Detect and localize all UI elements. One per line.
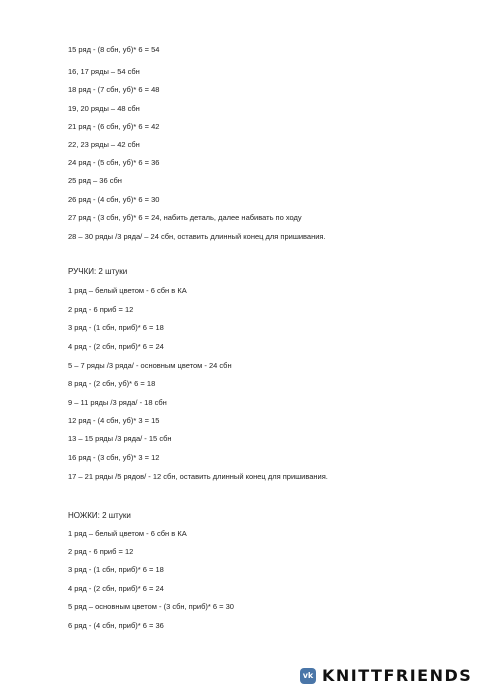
watermark-text: KNITTFRIENDS — [322, 666, 473, 685]
pattern-line: 2 ряд - 6 приб = 12 — [68, 305, 134, 314]
section-heading-hands: РУЧКИ: 2 штуки — [68, 267, 128, 276]
pattern-line: 21 ряд - (6 сбн, уб)* 6 = 42 — [68, 122, 160, 131]
pattern-line: 9 – 11 ряды /3 ряда/ - 18 сбн — [68, 398, 167, 407]
section-heading-legs: НОЖКИ: 2 штуки — [68, 511, 131, 520]
pattern-line: 27 ряд - (3 сбн, уб)* 6 = 24, набить деталь, далее набивать по ходу — [68, 213, 302, 222]
pattern-line: 28 – 30 ряды /3 ряда/ – 24 сбн, оставить длинный конец для пришивания. — [68, 232, 326, 241]
pattern-line: 1 ряд – белый цветом - 6 сбн в КА — [68, 529, 187, 538]
pattern-line: 4 ряд - (2 сбн, приб)* 6 = 24 — [68, 584, 164, 593]
vk-logo-icon: vk — [300, 668, 316, 684]
pattern-line: 5 ряд – основным цветом - (3 сбн, приб)* 6 = 30 — [68, 602, 234, 611]
pattern-line: 16 ряд - (3 сбн, уб)* 3 = 12 — [68, 453, 160, 462]
pattern-line: 5 – 7 ряды /3 ряда/ - основным цветом - 24 сбн — [68, 361, 232, 370]
knittfriends-watermark — [300, 666, 472, 685]
pattern-line: 6 ряд - (4 сбн, приб)* 6 = 36 — [68, 621, 164, 630]
pattern-line: 19, 20 ряды – 48 сбн — [68, 104, 140, 113]
pattern-line: 3 ряд - (1 сбн, приб)* 6 = 18 — [68, 565, 164, 574]
pattern-line: 3 ряд - (1 сбн, приб)* 6 = 18 — [68, 323, 164, 332]
pattern-line: 1 ряд – белый цветом - 6 сбн в КА — [68, 286, 187, 295]
pattern-line: 13 – 15 ряды /3 ряда/ - 15 сбн — [68, 434, 172, 443]
pattern-line: 24 ряд - (5 сбн, уб)* 6 = 36 — [68, 158, 160, 167]
pattern-line: 4 ряд - (2 сбн, приб)* 6 = 24 — [68, 342, 164, 351]
pattern-line: 16, 17 ряды – 54 сбн — [68, 67, 140, 76]
pattern-line: 15 ряд - (8 сбн, уб)* 6 = 54 — [68, 45, 160, 54]
pattern-line: 2 ряд - 6 приб = 12 — [68, 547, 134, 556]
pattern-line: 22, 23 ряды – 42 сбн — [68, 140, 140, 149]
pattern-line: 8 ряд - (2 сбн, уб)* 6 = 18 — [68, 379, 156, 388]
pattern-line: 12 ряд - (4 сбн, уб)* 3 = 15 — [68, 416, 160, 425]
pattern-line: 25 ряд – 36 сбн — [68, 176, 122, 185]
pattern-line: 26 ряд - (4 сбн, уб)* 6 = 30 — [68, 195, 160, 204]
pattern-line: 18 ряд - (7 сбн, уб)* 6 = 48 — [68, 85, 160, 94]
pattern-line: 17 – 21 ряды /5 рядов/ - 12 сбн, оставить длинный конец для пришивания. — [68, 472, 328, 481]
